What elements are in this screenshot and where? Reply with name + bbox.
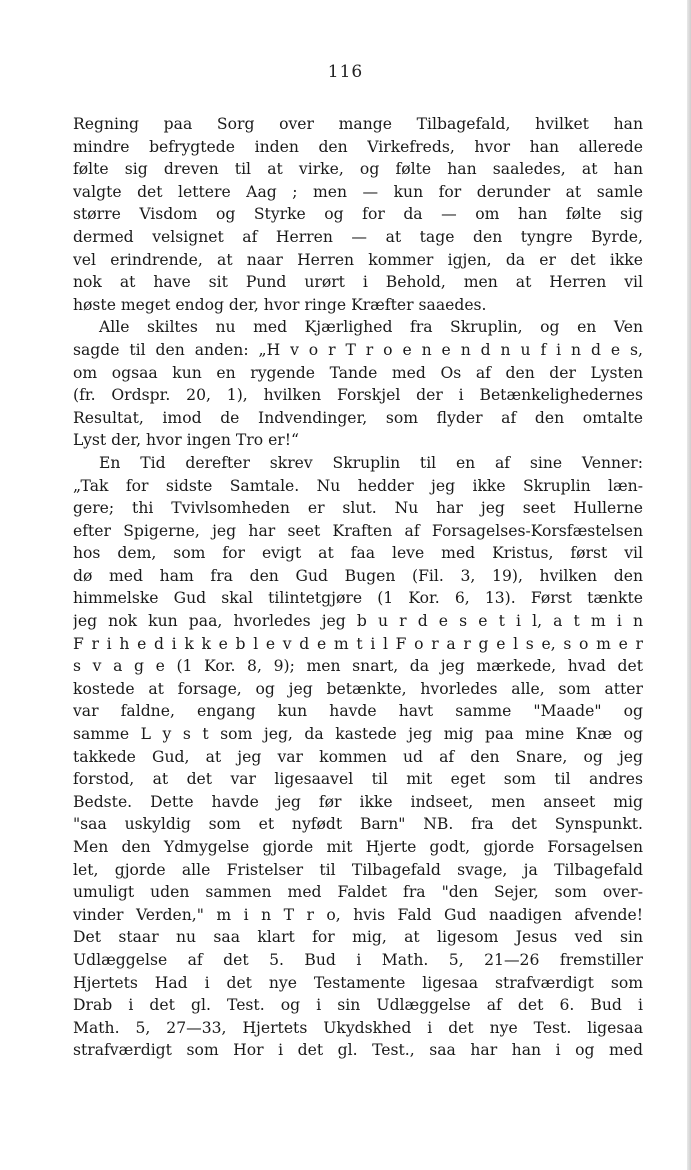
text-line: Lyst der, hvor ingen Tro er!“	[73, 431, 299, 450]
text-line: nok at have sit Pund urørt i Behold, men at Herren vil	[73, 273, 643, 292]
text-line: Alle skiltes nu med Kjærlighed fra Skruplin, og en Ven	[99, 318, 643, 337]
text-line: Drab i det gl. Test. og i sin Udlæggelse af det 6. Bud i	[73, 996, 643, 1015]
text-line: takkede Gud, at jeg var kommen ud af den Snare, og jeg	[73, 747, 643, 766]
text-line: (fr. Ordspr. 20, 1), hvilken Forskjel der i Betænkelighedernes	[73, 386, 643, 405]
text-line: dermed velsignet af Herren — at tage den tyngre Byrde,	[73, 227, 643, 246]
text-line: En Tid derefter skrev Skruplin til en af sine Venner:	[99, 453, 643, 472]
text-line: dø med ham fra den Gud Bugen (Fil. 3, 19), hvilken den	[73, 566, 643, 585]
text-line: samme L y s t som jeg, da kastede jeg mig paa mine Knæ og	[73, 725, 643, 744]
text-line: strafværdigt som Hor i det gl. Test., saa har han i og med	[73, 1041, 643, 1060]
text-line: Udlæggelse af det 5. Bud i Math. 5, 21—26 fremstiller	[73, 950, 643, 969]
text-line: „Tak for sidste Samtale. Nu hedder jeg ikke Skruplin læn-	[73, 476, 643, 495]
text-line: høste meget endog der, hvor ringe Kræfter saaedes.	[73, 295, 487, 314]
text-line: valgte det lettere Aag ; men — kun for derunder at samle	[73, 182, 643, 201]
text-line: vinder Verden," m i n T r o, hvis Fald Gud naadigen afvende!	[73, 905, 643, 924]
text-line: let, gjorde alle Fristelser til Tilbagefald svage, ja Tilbagefald	[73, 860, 643, 879]
text-line: Det staar nu saa klart for mig, at ligesom Jesus ved sin	[73, 928, 643, 947]
text-line: Men den Ydmygelse gjorde mit Hjerte godt, gjorde Forsagelsen	[73, 838, 643, 856]
text-body	[73, 113, 643, 1062]
text-line: forstod, at det var ligesaavel til mit eget som til andres	[73, 770, 643, 789]
text-line: sagde til den anden: „H v o r T r o e n e n d n u f i n d e s,	[73, 340, 643, 359]
text-line: Hjertets Had i det nye Testamente ligesaa strafværdigt som	[73, 973, 643, 992]
text-line: gere; thi Tvivlsomheden er slut. Nu har jeg seet Hullerne	[73, 499, 643, 518]
text-line: vel erindrende, at naar Herren kommer igjen, da er det ikke	[73, 250, 643, 269]
text-line: hos dem, som for evigt at faa leve med Kristus, først vil	[73, 544, 643, 563]
text-line: "saa uskyldig som et nyfødt Barn" NB. fra det Synspunkt.	[73, 815, 643, 834]
text-line: F r i h e d i k k e b l e v d e m t i l F o r a r g e l s e, s o m e r	[73, 634, 643, 653]
text-line: Bedste. Dette havde jeg før ikke indseet, men anseet mig	[73, 792, 643, 811]
text-line: efter Spigerne, jeg har seet Kraften af Forsagelses-Korsfæstelsen	[73, 521, 643, 540]
text-line: himmelske Gud skal tilintetgjøre (1 Kor. 6, 13). Først tænkte	[73, 589, 643, 608]
text-line: om ogsaa kun en rygende Tande med Os af den der Lysten	[73, 363, 643, 382]
text-line: kostede at forsage, og jeg betænkte, hvorledes alle, som atter	[73, 679, 643, 698]
text-line: s v a g e (1 Kor. 8, 9); men snart, da jeg mærkede, hvad det	[73, 657, 643, 676]
text-line: jeg nok kun paa, hvorledes jeg b u r d e s e t i l, a t m i n	[73, 612, 643, 631]
page-edge	[687, 0, 691, 1170]
text-line: større Visdom og Styrke og for da — om han følte sig	[73, 205, 643, 224]
text-line: var faldne, engang kun havde havt samme "Maade" og	[73, 702, 643, 721]
text-line: mindre befrygtede inden den Virkefreds, hvor han allerede	[73, 137, 643, 156]
text-line: Regning paa Sorg over mange Tilbagefald, hvilket han	[73, 115, 643, 133]
text-line: Math. 5, 27—33, Hjertets Ukydskhed i det nye Test. ligesaa	[73, 1018, 643, 1037]
text-line: Resultat, imod de Indvendinger, som flyder af den omtalte	[73, 408, 643, 427]
text-line: umuligt uden sammen med Faldet fra "den Sejer, som over-	[73, 883, 643, 902]
text-line: følte sig dreven til at virke, og følte han saaledes, at han	[73, 160, 643, 179]
page-number: 116	[327, 62, 364, 82]
